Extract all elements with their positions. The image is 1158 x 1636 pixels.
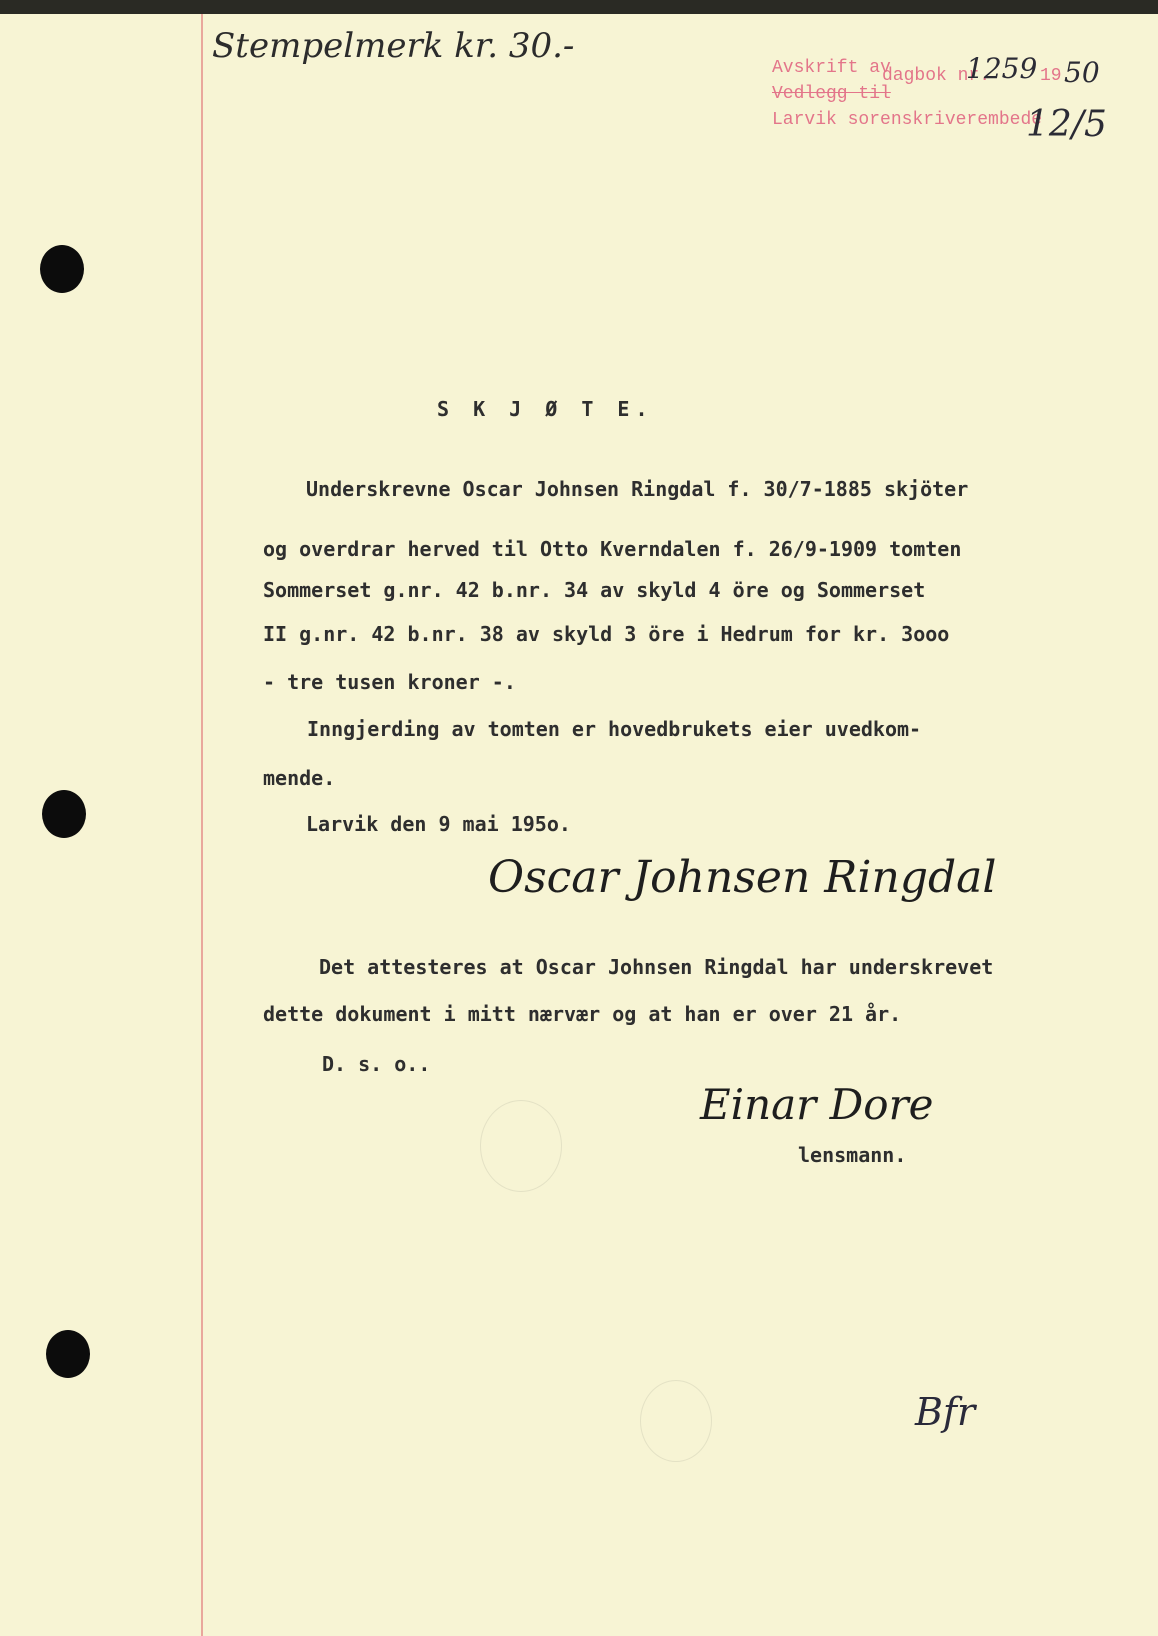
stamp-year-printed: 19 [1040, 66, 1062, 86]
paragraph1-line4: II g.nr. 42 b.nr. 38 av skyld 3 öre i Hedrum for kr. 3ooo [263, 622, 950, 646]
paragraph2-line1: Inngjerding av tomten er hovedbrukets eier uvedkom- [307, 717, 922, 741]
faint-watermark-1 [480, 1100, 562, 1192]
official-signature: Einar Dore [700, 1080, 934, 1129]
stamp-vedlegg-line: Vedlegg til [772, 84, 891, 104]
attestation-line1: Det attesteres at Oscar Johnsen Ringdal har underskrevet [319, 955, 994, 979]
seller-signature: Oscar Johnsen Ringdal [488, 852, 997, 903]
stamp-dagbok-number: 1259 [966, 52, 1038, 85]
paragraph1-line1: Underskrevne Oscar Johnsen Ringdal f. 30/7-1885 skjöter [306, 477, 969, 501]
punch-hole-2 [42, 790, 86, 838]
document-title: S K J Ø T E. [437, 397, 654, 421]
faint-watermark-2 [640, 1380, 712, 1462]
stamp-date-written: 12/5 [1026, 104, 1107, 145]
paragraph1-line3: Sommerset g.nr. 42 b.nr. 34 av skyld 4 öre og Sommerset [263, 578, 926, 602]
attestation-line2: dette dokument i mitt nærvær og at han er over 21 år. [263, 1002, 902, 1026]
margin-rule [201, 14, 203, 1636]
paragraph2-line2: mende. [263, 766, 336, 790]
stamp-court-name: Larvik sorenskriverembede [772, 110, 1043, 130]
dso-abbreviation: D. s. o.. [322, 1052, 431, 1076]
paragraph1-line5: - tre tusen kroner -. [263, 670, 516, 694]
stamp-duty-note: Stempelmerk kr. 30.- [212, 26, 575, 66]
stamp-copy-prefix: Avskrift av [772, 58, 891, 78]
paragraph1-line2: og overdrar herved til Otto Kverndalen f. 26/9-1909 tomten [263, 537, 962, 561]
official-title: lensmann. [798, 1143, 907, 1167]
place-date: Larvik den 9 mai 195o. [306, 812, 571, 836]
clerk-initials: Bfr [915, 1390, 976, 1434]
stamp-dagbok-label: dagbok nr. [882, 66, 991, 86]
punch-hole-1 [40, 245, 84, 293]
stamp-year-written: 50 [1064, 56, 1100, 89]
scan-top-edge [0, 0, 1158, 14]
punch-hole-3 [46, 1330, 90, 1378]
